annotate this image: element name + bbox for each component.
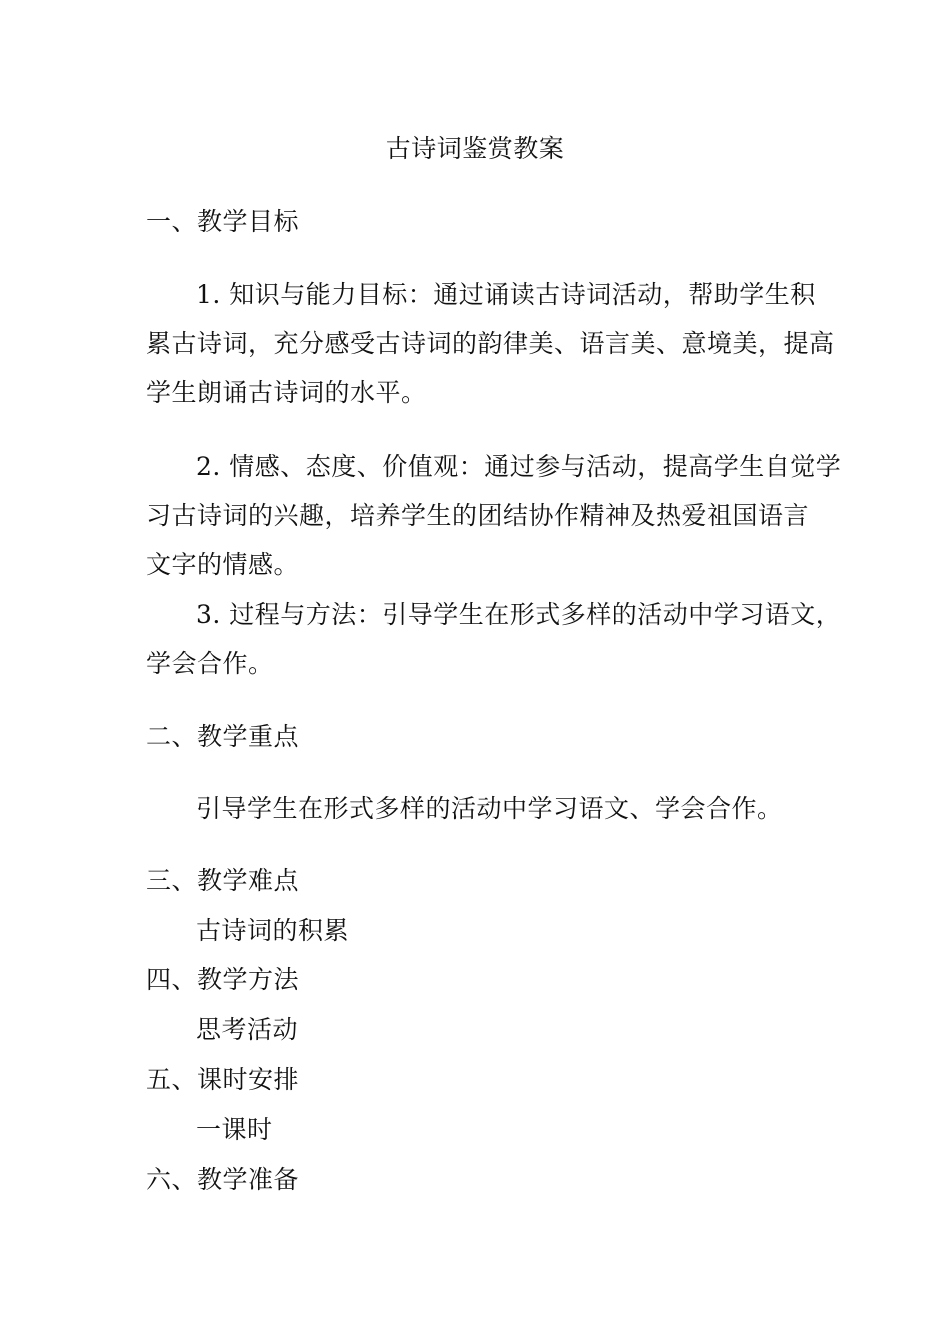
section-heading-preparation: 六、教学准备 (146, 1165, 300, 1194)
objective-2-line-1: 2. 情感、态度、价值观：通过参与活动，提高学生自觉学 (196, 452, 842, 481)
methods-body: 思考活动 (196, 1015, 299, 1044)
difficulties-body: 古诗词的积累 (196, 916, 350, 945)
section-heading-objectives: 一、教学目标 (146, 207, 300, 236)
objective-1-line-2: 累古诗词，充分感受古诗词的韵律美、语言美、意境美，提高 (146, 329, 835, 358)
section-heading-methods: 四、教学方法 (146, 965, 300, 994)
key-points-body: 引导学生在形式多样的活动中学习语文、学会合作。 (196, 794, 783, 823)
document-title: 古诗词鉴赏教案 (385, 134, 565, 163)
objective-1-line-3: 学生朗诵古诗词的水平。 (146, 378, 427, 407)
objective-3-line-2: 学会合作。 (146, 649, 274, 678)
objective-1-line-1: 1. 知识与能力目标：通过诵读古诗词活动，帮助学生积 (196, 280, 816, 309)
schedule-body: 一课时 (196, 1115, 273, 1144)
objective-3-line-1: 3. 过程与方法：引导学生在形式多样的活动中学习语文， (196, 600, 842, 629)
objective-2-line-3: 文字的情感。 (146, 550, 300, 579)
objective-2-line-2: 习古诗词的兴趣，培养学生的团结协作精神及热爱祖国语言 (146, 501, 810, 530)
section-heading-key-points: 二、教学重点 (146, 722, 300, 751)
section-heading-difficulties: 三、教学难点 (146, 866, 300, 895)
section-heading-schedule: 五、课时安排 (146, 1065, 300, 1094)
